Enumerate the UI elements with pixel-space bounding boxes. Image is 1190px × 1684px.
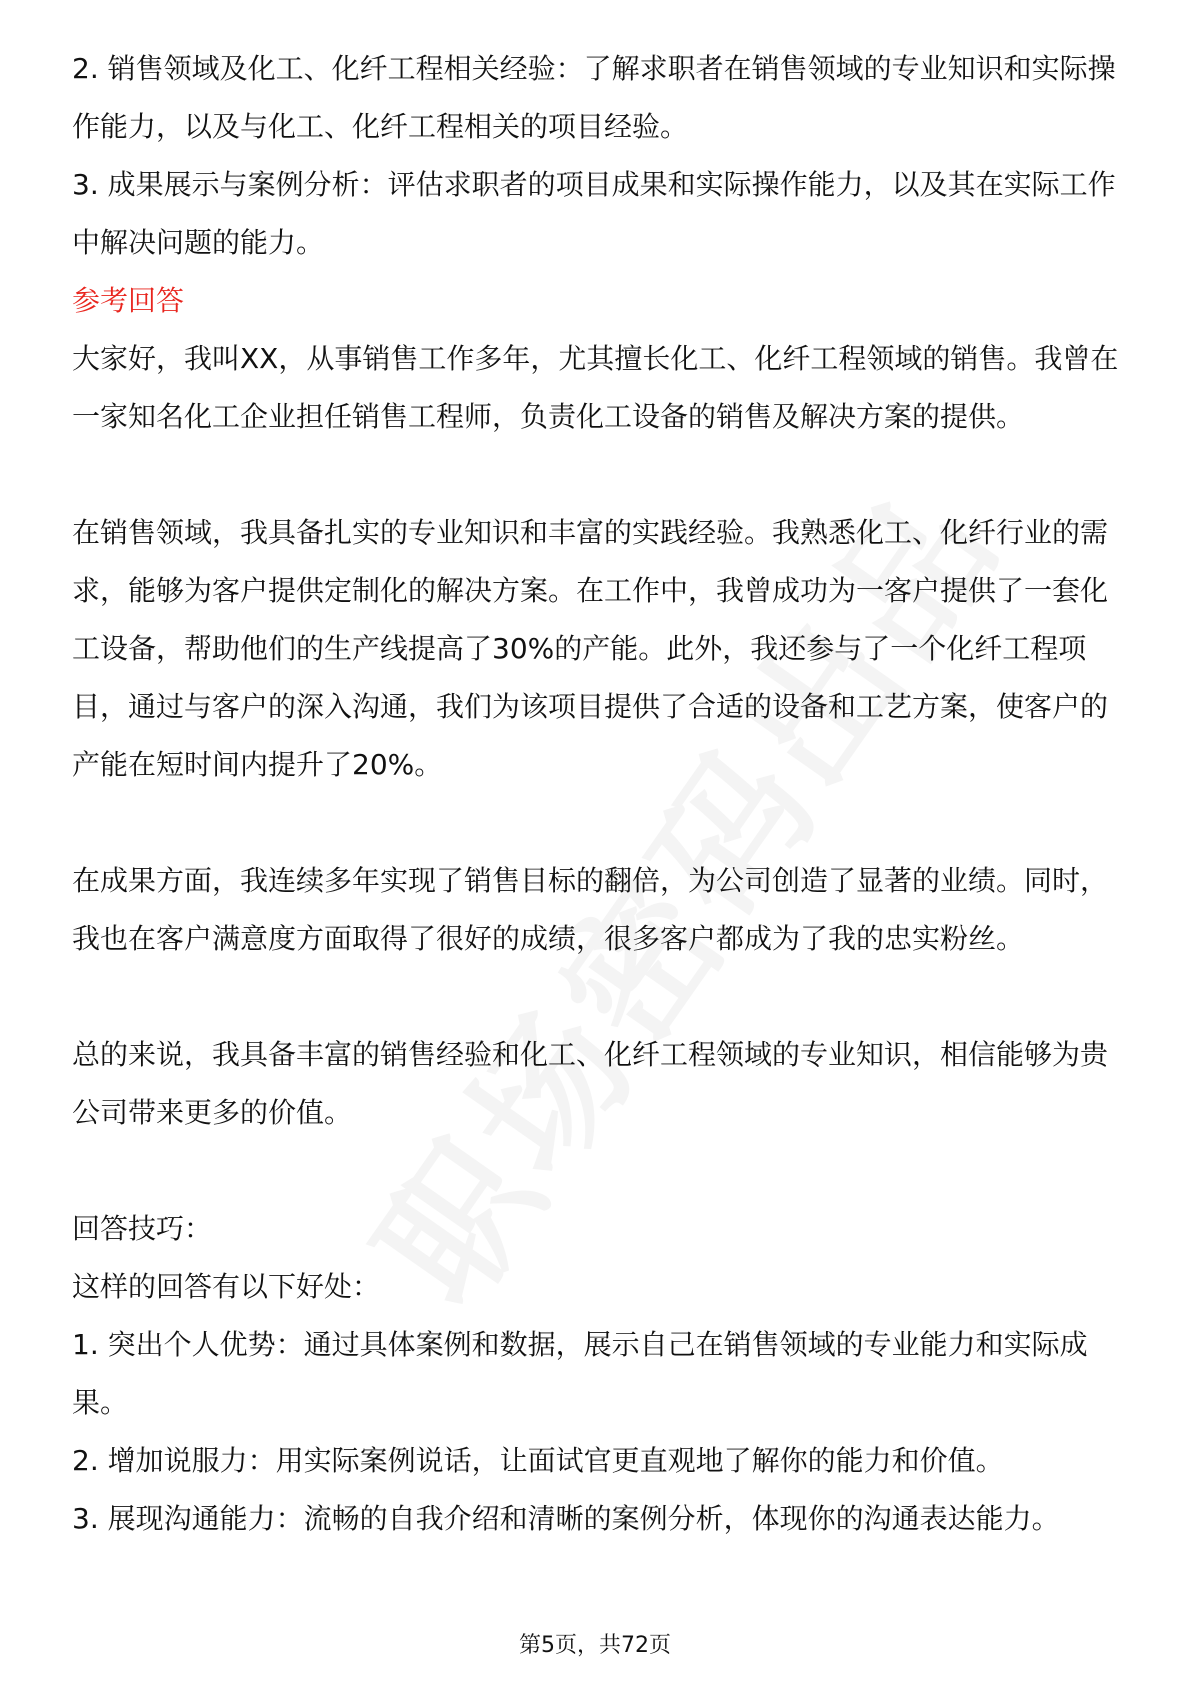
answer-paragraph: 在销售领域，我具备扎实的专业知识和丰富的实践经验。我熟悉化工、化纤行业的需求，能够为客户提供定制化的解决方案。在工作中，我曾成功为一客户提供了一套化工设备，帮助他们的生产线提高了30%的产能。此外，我还参与了一个化纤工程项目，通过与客户的深入沟通，我们为该项目提供了合适的设备和工艺方案，使客户的产能在短时间内提升了20%。 [72, 516, 1109, 781]
list-item: 3. 展现沟通能力：流畅的自我介绍和清晰的案例分析，体现你的沟通表达能力。 [72, 1502, 1060, 1535]
spacer [72, 794, 1122, 852]
spacer [72, 968, 1122, 1026]
list-item: 2. 销售领域及化工、化纤工程相关经验：了解求职者在销售领域的专业知识和实际操作能力，以及与化工、化纤工程相关的项目经验。 [72, 52, 1116, 143]
answer-paragraph: 大家好，我叫XX，从事销售工作多年，尤其擅长化工、化纤工程领域的销售。我曾在一家知名化工企业担任销售工程师，负责化工设备的销售及解决方案的提供。 [72, 342, 1119, 433]
spacer [72, 446, 1122, 504]
reference-answer-heading: 参考回答 [72, 284, 185, 317]
list-item: 3. 成果展示与案例分析：评估求职者的项目成果和实际操作能力，以及其在实际工作中解决问题的能力。 [72, 168, 1116, 259]
answer-paragraph: 总的来说，我具备丰富的销售经验和化工、化纤工程领域的专业知识，相信能够为贵公司带来更多的价值。 [72, 1038, 1109, 1129]
page-number: 第5页，共72页 [519, 1633, 671, 1658]
list-item: 2. 增加说服力：用实际案例说话，让面试官更直观地了解你的能力和价值。 [72, 1444, 1004, 1477]
spacer [72, 1142, 1122, 1200]
tips-intro: 这样的回答有以下好处： [72, 1270, 381, 1303]
tips-heading: 回答技巧： [72, 1212, 213, 1245]
list-item: 1. 突出个人优势：通过具体案例和数据，展示自己在销售领域的专业能力和实际成果。 [72, 1328, 1088, 1419]
document-body [72, 40, 1122, 1548]
answer-paragraph: 在成果方面，我连续多年实现了销售目标的翻倍，为公司创造了显著的业绩。同时，我也在客户满意度方面取得了很好的成绩，很多客户都成为了我的忠实粉丝。 [72, 864, 1109, 955]
